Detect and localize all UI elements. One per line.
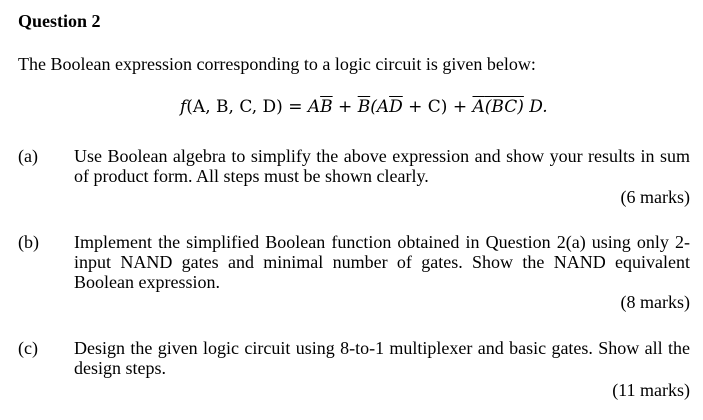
formula-term2-d-bar: $\overline{D}$ — [389, 97, 403, 117]
question-title: Question 2 — [18, 11, 101, 31]
formula-term3-a-bar: $\overline{A}$ — [472, 97, 485, 117]
part-a-label: (a) — [18, 146, 38, 166]
formula-plus-1: + — [332, 97, 358, 117]
boolean-formula — [180, 95, 580, 119]
part-c-label: (c) — [18, 338, 38, 358]
formula-arguments: (A, B, C, D) = — [186, 97, 308, 117]
formula-function-name: f — [180, 97, 187, 117]
formula-term2-plus-c: + C) + — [402, 97, 473, 117]
part-a-marks: (6 marks) — [620, 187, 690, 207]
part-c-text: Design the given logic circuit using 8-to-1 multiplexer and basic gates. Show all the design steps. — [74, 338, 690, 378]
formula-term1-a: A — [307, 97, 321, 117]
formula-term1-b-bar: $\overline{B}$ — [320, 97, 333, 117]
part-c-marks: (11 marks) — [612, 380, 690, 400]
part-a-text: Use Boolean algebra to simplify the above expression and show your results in sum of product form. All steps must be shown clearly. — [74, 146, 690, 186]
formula-term2-b-bar: $\overline{B}$ — [357, 97, 371, 117]
part-a — [18, 146, 690, 208]
part-b-text: Implement the simplified Boolean function obtained in Question 2(a) using only 2-input NAND gates and minimal number of gates. Show the NAND equivalent Boolean expression. — [74, 232, 690, 292]
part-b-label: (b) — [18, 232, 39, 252]
formula-term2-paren-a: (A — [370, 97, 390, 117]
formula-term3-bc-bar: (BC) — [484, 97, 524, 117]
part-b-marks: (8 marks) — [620, 292, 690, 312]
formula-term3-d: D. — [523, 97, 548, 117]
question-intro: The Boolean expression corresponding to a logic circuit is given below: — [18, 54, 536, 74]
part-c — [18, 338, 690, 404]
part-b — [18, 232, 690, 314]
